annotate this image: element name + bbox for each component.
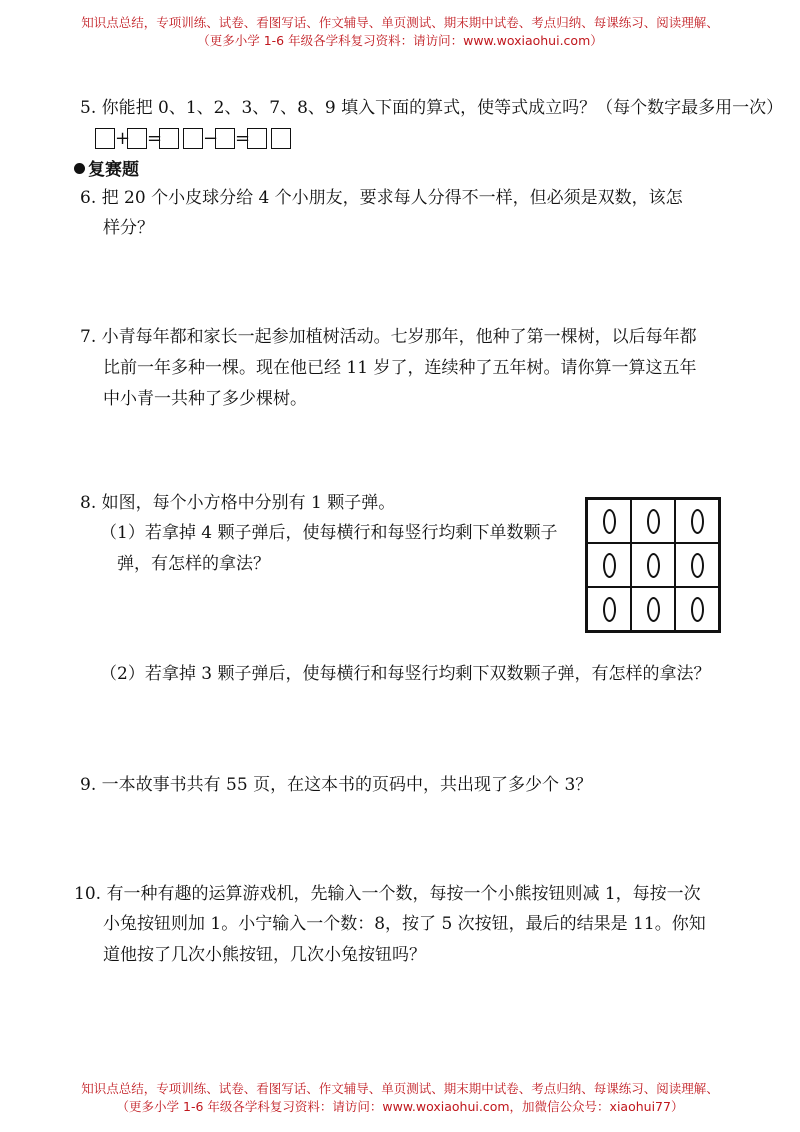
bullet-grid (585, 497, 721, 633)
bullet-icon (647, 509, 660, 534)
grid-cell[interactable] (631, 543, 675, 587)
equals-sign: = (235, 127, 251, 149)
grid-cell[interactable] (675, 543, 719, 587)
question-7-line-3: 中小青一共种了多少棵树。 (103, 389, 307, 409)
question-10-line-2: 小兔按钮则加 1。小宁输入一个数：8，按了 5 次按钮，最后的结果是 11。你知 (103, 914, 706, 934)
question-6-line-1: 6. 把 20 个小皮球分给 4 个小朋友，要求每人分得不一样，但必须是双数，该怎 (80, 188, 683, 208)
bullet-icon (603, 553, 616, 578)
question-7-line-2: 比前一年多种一棵。现在他已经 11 岁了，连续种了五年树。请你算一算这五年 (103, 358, 697, 378)
header-banner (0, 14, 800, 50)
question-8-part-1-line-1: （1）若拿掉 4 颗子弹后，使每横行和每竖行均剩下单数颗子 (100, 523, 558, 543)
bullet-icon (691, 597, 704, 622)
grid-cell[interactable] (631, 499, 675, 543)
equals-sign: = (147, 127, 163, 149)
question-5-equation (95, 125, 291, 151)
answer-box[interactable] (271, 128, 291, 149)
footer-line-1: 知识点总结，专项训练、试卷、看图写话、作文辅导、单页测试、期末期中试卷、考点归纳、每课练习、阅读理解、 (81, 1081, 719, 1096)
answer-box[interactable] (127, 128, 147, 149)
grid-cell[interactable] (675, 499, 719, 543)
header-line-2: （更多小学 1-6 年级各学科复习资料：请访问：www.woxiaohui.com） (197, 33, 603, 48)
grid-cell[interactable] (631, 587, 675, 631)
question-8-line-1: 8. 如图，每个小方格中分别有 1 颗子弹。 (80, 493, 396, 513)
footer-banner (0, 1080, 800, 1116)
plus-sign: + (115, 127, 131, 149)
bullet-icon (647, 597, 660, 622)
section-title: 复赛题 (74, 158, 139, 182)
answer-box[interactable] (247, 128, 267, 149)
bullet-icon (603, 597, 616, 622)
question-8-part-1-line-2: 弹，有怎样的拿法？ (117, 554, 270, 574)
grid-cell[interactable] (675, 587, 719, 631)
minus-sign: − (203, 127, 219, 149)
question-5-text: 5. 你能把 0、1、2、3、7、8、9 填入下面的算式，使等式成立吗？（每个数字最多用一次） (80, 98, 784, 118)
bullet-icon (691, 553, 704, 578)
answer-box[interactable] (159, 128, 179, 149)
bullet-icon (691, 509, 704, 534)
question-8-part-2: （2）若拿掉 3 颗子弹后，使每横行和每竖行均剩下双数颗子弹，有怎样的拿法？ (100, 664, 711, 684)
grid-cell[interactable] (587, 587, 631, 631)
answer-box[interactable] (95, 128, 115, 149)
question-7-line-1: 7. 小青每年都和家长一起参加植树活动。七岁那年，他种了第一棵树，以后每年都 (80, 327, 697, 347)
question-10-line-1: 10. 有一种有趣的运算游戏机，先输入一个数，每按一个小熊按钮则减 1，每按一次 (74, 884, 701, 904)
question-6-line-2: 样分？ (103, 218, 154, 238)
question-10-line-3: 道他按了几次小熊按钮，几次小兔按钮吗？ (103, 945, 426, 965)
bullet-icon (603, 509, 616, 534)
answer-box[interactable] (215, 128, 235, 149)
header-line-1: 知识点总结，专项训练、试卷、看图写话、作文辅导、单页测试、期末期中试卷、考点归纳、每课练习、阅读理解、 (81, 15, 719, 30)
grid-cell[interactable] (587, 543, 631, 587)
footer-line-2: （更多小学 1-6 年级各学科复习资料：请访问：www.woxiaohui.com，加微信公众号：xiaohui77） (116, 1099, 684, 1114)
bullet-icon (647, 553, 660, 578)
answer-box[interactable] (183, 128, 203, 149)
bullet-dot-icon (74, 163, 85, 174)
grid-cell[interactable] (587, 499, 631, 543)
question-9-text: 9. 一本故事书共有 55 页，在这本书的页码中，共出现了多少个 3？ (80, 775, 593, 795)
